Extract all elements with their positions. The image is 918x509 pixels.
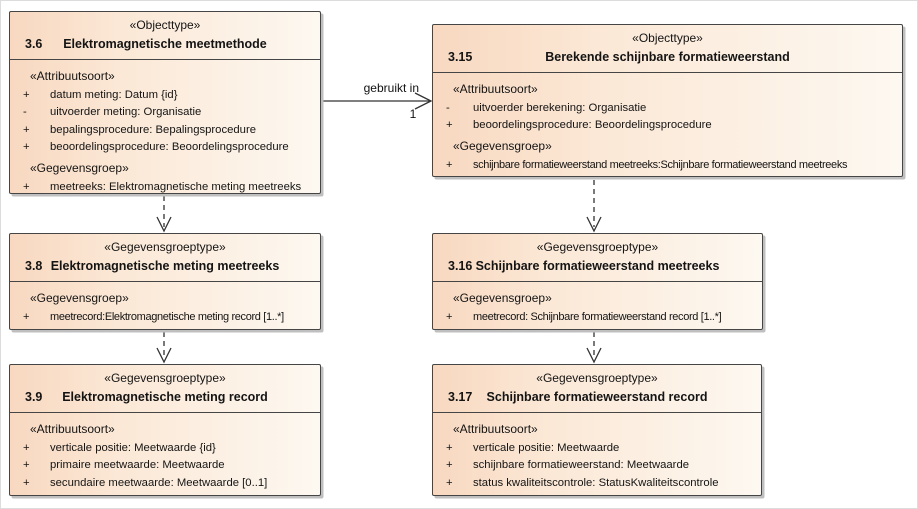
- visibility-symbol: +: [446, 441, 453, 454]
- class-number: 3.15: [448, 50, 473, 64]
- class-box-3-17[interactable]: [432, 364, 762, 496]
- class-body: [433, 413, 761, 494]
- attribute-row: [10, 308, 318, 326]
- class-header: [433, 234, 762, 282]
- section-header: «Gegevensgroep»: [30, 161, 129, 175]
- attribute-row: [10, 139, 318, 157]
- attribute-text: primaire meetwaarde: Meetwaarde: [50, 459, 225, 471]
- stereotype-label: «Gegevensgroeptype»: [536, 371, 658, 385]
- class-body: [10, 413, 320, 494]
- attribute-text: beoordelingsprocedure: Beoordelingsprocedure: [50, 141, 289, 153]
- attribute-row: [10, 439, 318, 457]
- visibility-symbol: +: [23, 476, 30, 489]
- stereotype-label: «Objecttype»: [632, 31, 703, 45]
- attribute-text: verticale positie: Meetwaarde {id}: [50, 441, 216, 454]
- class-title: Berekende schijnbare formatieweerstand: [545, 50, 790, 64]
- class-box-3-8[interactable]: [9, 233, 321, 330]
- class-box-3-16[interactable]: [432, 233, 763, 330]
- class-title: Schijnbare formatieweerstand record: [486, 390, 708, 404]
- attribute-row: [433, 439, 759, 457]
- visibility-symbol: +: [446, 459, 453, 471]
- class-number: 3.6: [25, 37, 43, 51]
- section-header: «Attribuutsoort»: [453, 82, 538, 96]
- attribute-row: [433, 474, 759, 492]
- class-title: Schijnbare formatieweerstand meetreeks: [475, 259, 720, 273]
- visibility-symbol: +: [23, 180, 30, 193]
- attribute-row: [10, 104, 318, 122]
- attribute-text: status kwaliteitscontrole: StatusKwaliteitscontrole: [473, 476, 719, 489]
- class-box-3-9[interactable]: [9, 364, 321, 496]
- attribute-text: datum meting: Datum {id}: [50, 88, 178, 101]
- visibility-symbol: +: [23, 141, 30, 153]
- visibility-symbol: +: [446, 476, 453, 489]
- attribute-text: bepalingsprocedure: Bepalingsprocedure: [50, 123, 256, 136]
- attribute-row: [10, 86, 318, 104]
- dependency-arrowhead: [157, 348, 171, 362]
- attribute-row: [433, 99, 900, 117]
- attribute-row: [10, 474, 318, 492]
- attribute-text: schijnbare formatieweerstand meetreeks:Schijnbare formatieweerstand meetreeks: [473, 158, 848, 171]
- visibility-symbol: +: [23, 310, 30, 323]
- dependency-arrowhead: [157, 217, 171, 231]
- section-header: «Gegevensgroep»: [30, 291, 129, 305]
- class-body: [433, 282, 762, 328]
- attribute-row: [10, 457, 318, 475]
- class-title: Elektromagnetische meetmethode: [63, 37, 267, 51]
- class-number: 3.9: [25, 390, 43, 404]
- attribute-row: [10, 121, 318, 139]
- visibility-symbol: -: [446, 101, 450, 114]
- attribute-row: [433, 457, 759, 475]
- section-header: «Gegevensgroep»: [453, 291, 552, 305]
- attribute-row: [433, 156, 900, 174]
- attribute-text: uitvoerder meting: Organisatie: [50, 106, 202, 118]
- class-number: 3.16: [448, 259, 473, 273]
- dependency-arrowhead: [587, 348, 601, 362]
- attribute-text: meetreeks: Elektromagnetische meting meetreeks: [50, 180, 302, 193]
- attribute-text: meetrecord: Schijnbare formatieweerstand record [1..*]: [473, 310, 722, 323]
- section-header: «Attribuutsoort»: [453, 422, 538, 436]
- stereotype-label: «Gegevensgroeptype»: [104, 240, 226, 254]
- visibility-symbol: +: [23, 441, 30, 454]
- association-multiplicity: 1: [409, 107, 417, 121]
- attribute-row: [433, 117, 900, 135]
- dependency-arrowhead: [587, 217, 601, 231]
- class-header: [10, 12, 320, 60]
- visibility-symbol: +: [23, 123, 30, 136]
- section-header: «Gegevensgroep»: [453, 139, 552, 153]
- attribute-text: meetrecord:Elektromagnetische meting record [1..*]: [50, 310, 284, 323]
- class-header: [433, 365, 761, 413]
- class-box-3-15[interactable]: [432, 24, 903, 177]
- class-body: [10, 60, 320, 198]
- section-header: «Attribuutsoort»: [30, 69, 115, 83]
- class-body: [433, 73, 902, 176]
- attribute-text: schijnbare formatieweerstand: Meetwaarde: [473, 459, 690, 471]
- class-title: Elektromagnetische meting meetreeks: [50, 259, 280, 273]
- visibility-symbol: +: [23, 88, 30, 101]
- stereotype-label: «Gegevensgroeptype»: [104, 371, 226, 385]
- association-label: gebruikt in: [363, 81, 419, 95]
- stereotype-label: «Objecttype»: [129, 18, 201, 32]
- class-header: [10, 234, 320, 282]
- visibility-symbol: +: [446, 119, 453, 131]
- attribute-text: verticale positie: Meetwaarde: [473, 441, 620, 454]
- class-number: 3.8: [25, 259, 43, 273]
- visibility-symbol: -: [23, 106, 27, 118]
- class-number: 3.17: [448, 390, 473, 404]
- visibility-symbol: +: [23, 459, 30, 471]
- class-box-3-6[interactable]: [9, 11, 321, 194]
- attribute-row: [10, 178, 318, 196]
- class-header: [10, 365, 320, 413]
- visibility-symbol: +: [446, 310, 453, 323]
- section-header: «Attribuutsoort»: [30, 422, 115, 436]
- attribute-row: [433, 308, 760, 326]
- attribute-text: beoordelingsprocedure: Beoordelingsprocedure: [473, 119, 712, 131]
- stereotype-label: «Gegevensgroeptype»: [536, 240, 659, 254]
- attribute-text: uitvoerder berekening: Organisatie: [473, 101, 647, 114]
- class-body: [10, 282, 320, 328]
- class-header: [433, 25, 902, 73]
- attribute-text: secundaire meetwaarde: Meetwaarde [0..1]: [50, 476, 268, 489]
- class-title: Elektromagnetische meting record: [62, 390, 268, 404]
- visibility-symbol: +: [446, 158, 453, 171]
